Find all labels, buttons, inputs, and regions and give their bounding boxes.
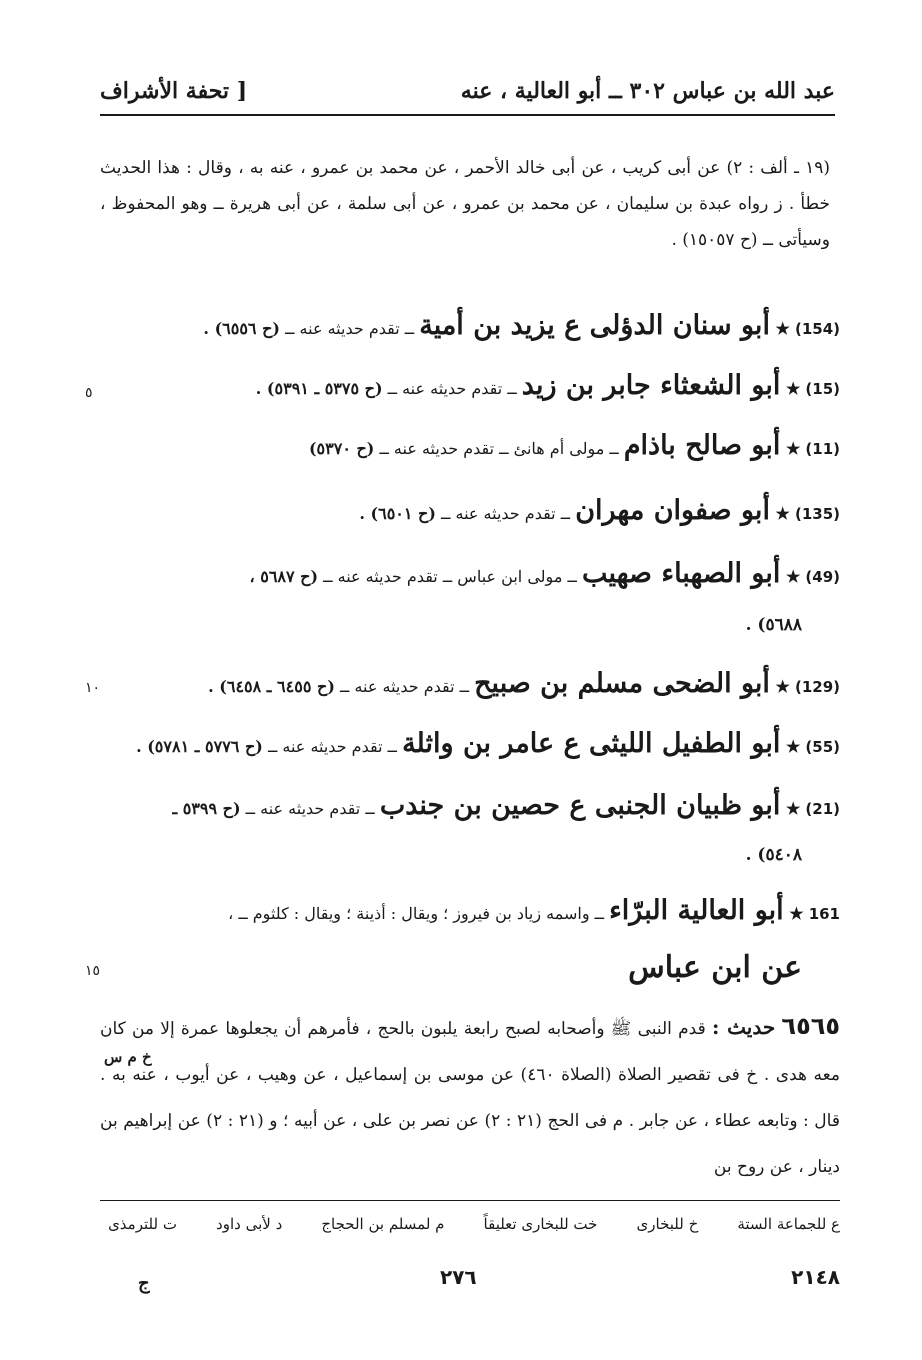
margin-line-number: ١٠ xyxy=(85,680,101,696)
running-header xyxy=(100,70,835,116)
legend-item: خت للبخارى تعليقاً xyxy=(483,1215,598,1233)
hadith-text: قدم النبى ﷺ وأصحابه لصبح رابعة يلبون بالحج ، فأمرهم أن يجعلوها عمرة إلا من كان معه هدى . خ فى تقصير الصلاة (الصلاة ٤٦٠) عن موسى بن إسماعيل ، عن وهيب ، عن أيوب ، عنه به . قال : وتابعه عطاء ، عن جابر . م فى الحج (٢١ : ٢) عن نصر بن على ، عن أبيه ؛ و (٢١ : ٢) عن إبراهيم بن دينار ، عن روح بن xyxy=(100,1019,840,1177)
page-number: ٢٧٦ xyxy=(440,1265,477,1289)
entry-number: (49) xyxy=(805,568,840,586)
entry-name: أبو ظبيان الجنبى ع حصين بن جندب xyxy=(379,790,781,821)
legend-item: ت للترمذى xyxy=(108,1215,177,1233)
entry-name: أبو الشعثاء جابر بن زيد xyxy=(521,370,781,401)
margin-line-number: ٥ xyxy=(85,385,93,401)
entry-desc: ــ تقدم حديثه عنه ــ xyxy=(267,737,397,756)
entry-number: 161 xyxy=(808,905,840,923)
entry-ref: (ح ٥٧٧٦ ـ ٥٧٨١) . xyxy=(136,737,263,756)
entry-number: (154) xyxy=(794,320,840,338)
legend-item: ع للجماعة الستة xyxy=(737,1215,840,1233)
entry-abu-zabyan: (21) ★ أبو ظبيان الجنبى ع حصين بن جندب ــ تقدم حديثه عنه ــ (ح ٥٣٩٩ ـ xyxy=(172,790,840,821)
entry-number: (21) xyxy=(805,800,840,818)
entry-ref: (ح ٥٣٧٠) xyxy=(308,439,375,458)
legend-item: خ للبخارى xyxy=(636,1215,699,1233)
entry-desc: ــ تقدم حديثه عنه ــ xyxy=(441,504,571,523)
entry-continuation: ٥٤٠٨) . xyxy=(745,845,802,865)
abbreviation-legend xyxy=(108,1215,840,1233)
entry-name: أبو العالية البرّاء xyxy=(609,895,784,926)
page-footer xyxy=(100,1265,840,1295)
legend-item: م لمسلم بن الحجاج xyxy=(321,1215,445,1233)
entry-abu-salih: (11) ★ أبو صالح باذام ــ مولى أم هانئ ــ تقدم حديثه عنه ــ (ح ٥٣٧٠) xyxy=(308,430,840,461)
legend-item: د لأبى داود xyxy=(216,1215,283,1233)
entry-desc: ــ تقدم حديثه عنه ــ xyxy=(245,799,375,818)
entry-abu-sahba: (49) ★ أبو الصهباء صهيب ــ مولى ابن عباس ــ تقدم حديثه عنه ــ (ح ٥٦٨٧ ، xyxy=(249,558,840,589)
hadith-label: حديث : xyxy=(711,1015,776,1039)
entry-name: أبو الصهباء صهيب xyxy=(581,558,781,589)
entry-name: أبو صفوان مهران xyxy=(575,495,770,526)
book-title: [ تحفة الأشراف xyxy=(100,78,248,104)
entry-abu-tufayl: (55) ★ أبو الطفيل الليثى ع عامر بن واثلة ــ تقدم حديثه عنه ــ (ح ٥٧٧٦ ـ ٥٧٨١) . xyxy=(136,728,840,759)
section-subheading: عن ابن عباس xyxy=(628,950,802,985)
entry-continuation: ٥٦٨٨) . xyxy=(745,615,802,635)
entry-number: (135) xyxy=(794,505,840,523)
entry-name: أبو الضحى مسلم بن صبيح xyxy=(474,668,770,699)
entry-desc: ــ واسمه زياد بن فيروز ؛ ويقال : أذينة ؛ ويقال : كلثوم ــ ، xyxy=(228,904,604,923)
entry-abu-aliya: 161 ★ أبو العالية البرّاء ــ واسمه زياد بن فيروز ؛ ويقال : أذينة ؛ ويقال : كلثوم ــ ، xyxy=(228,895,840,926)
footnote-paragraph: (١٩ ـ ألف : ٢) عن أبى كريب ، عن أبى خالد الأحمر ، عن محمد بن عمرو ، عنه به ، وقال : هذا الحديث خطأ . ز رواه عبدة بن سليمان ، عن محمد بن عمرو ، عن أبى سلمة ، عن أبى هريرة ــ وهو المحفوظ ، وسيأتى ــ (ح ١٥٠٥٧) . xyxy=(100,158,830,250)
entry-ref: (ح ٥٣٩٩ ـ xyxy=(172,799,241,818)
entry-abu-sinan: (154) ★ أبو سنان الدؤلى ع يزيد بن أمية ــ تقدم حديثه عنه ــ (ح ٦٥٥٦) . xyxy=(203,310,840,341)
entry-name: أبو سنان الدؤلى ع يزيد بن أمية xyxy=(419,310,770,341)
entry-abu-shatha: (15) ★ أبو الشعثاء جابر بن زيد ــ تقدم حديثه عنه ــ (ح ٥٣٧٥ ـ ٥٣٩١) . xyxy=(255,370,840,401)
entry-number: (129) xyxy=(794,678,840,696)
entry-number: (11) xyxy=(805,440,840,458)
source-codes: خ م س xyxy=(104,1048,152,1066)
entry-name: أبو الطفيل الليثى ع عامر بن واثلة xyxy=(402,728,781,759)
entry-ref: (ح ٥٦٨٧ ، xyxy=(249,567,319,586)
entry-number: (15) xyxy=(805,380,840,398)
signature-mark: ج xyxy=(138,1273,150,1294)
hadith-number: ٦٥٦٥ xyxy=(781,1012,841,1040)
hadith-paragraph xyxy=(100,1003,840,1190)
volume-page-number: ٢١٤٨ xyxy=(791,1265,840,1289)
entry-abu-safwan: (135) ★ أبو صفوان مهران ــ تقدم حديثه عنه ــ (ح ٦٥٠١) . xyxy=(359,495,840,526)
footnote-divider xyxy=(100,1200,840,1201)
entry-ref: (ح ٦٤٥٥ ـ ٦٤٥٨) . xyxy=(208,677,335,696)
entry-ref: (ح ٦٥٥٦) . xyxy=(203,319,280,338)
entry-desc: ــ مولى ابن عباس ــ تقدم حديثه عنه ــ xyxy=(323,567,577,586)
entry-name: أبو صالح باذام xyxy=(623,430,781,461)
entry-ref: (ح ٥٣٧٥ ـ ٥٣٩١) . xyxy=(255,379,383,398)
entry-ref: (ح ٦٥٠١) . xyxy=(359,504,436,523)
entry-desc: ــ تقدم حديثه عنه ــ xyxy=(387,379,517,398)
entry-desc: ــ تقدم حديثه عنه ــ xyxy=(285,319,415,338)
entry-desc: ــ مولى أم هانئ ــ تقدم حديثه عنه ــ xyxy=(379,439,619,458)
header-title: عبد الله بن عباس ٣٠٢ ــ أبو العالية ، عنه xyxy=(460,78,835,104)
entry-desc: ــ تقدم حديثه عنه ــ xyxy=(339,677,470,696)
entry-abu-duha: (129) ★ أبو الضحى مسلم بن صبيح ــ تقدم حديثه عنه ــ (ح ٦٤٥٥ ـ ٦٤٥٨) . xyxy=(208,668,840,699)
entry-number: (55) xyxy=(805,738,840,756)
margin-line-number: ١٥ xyxy=(85,963,101,979)
